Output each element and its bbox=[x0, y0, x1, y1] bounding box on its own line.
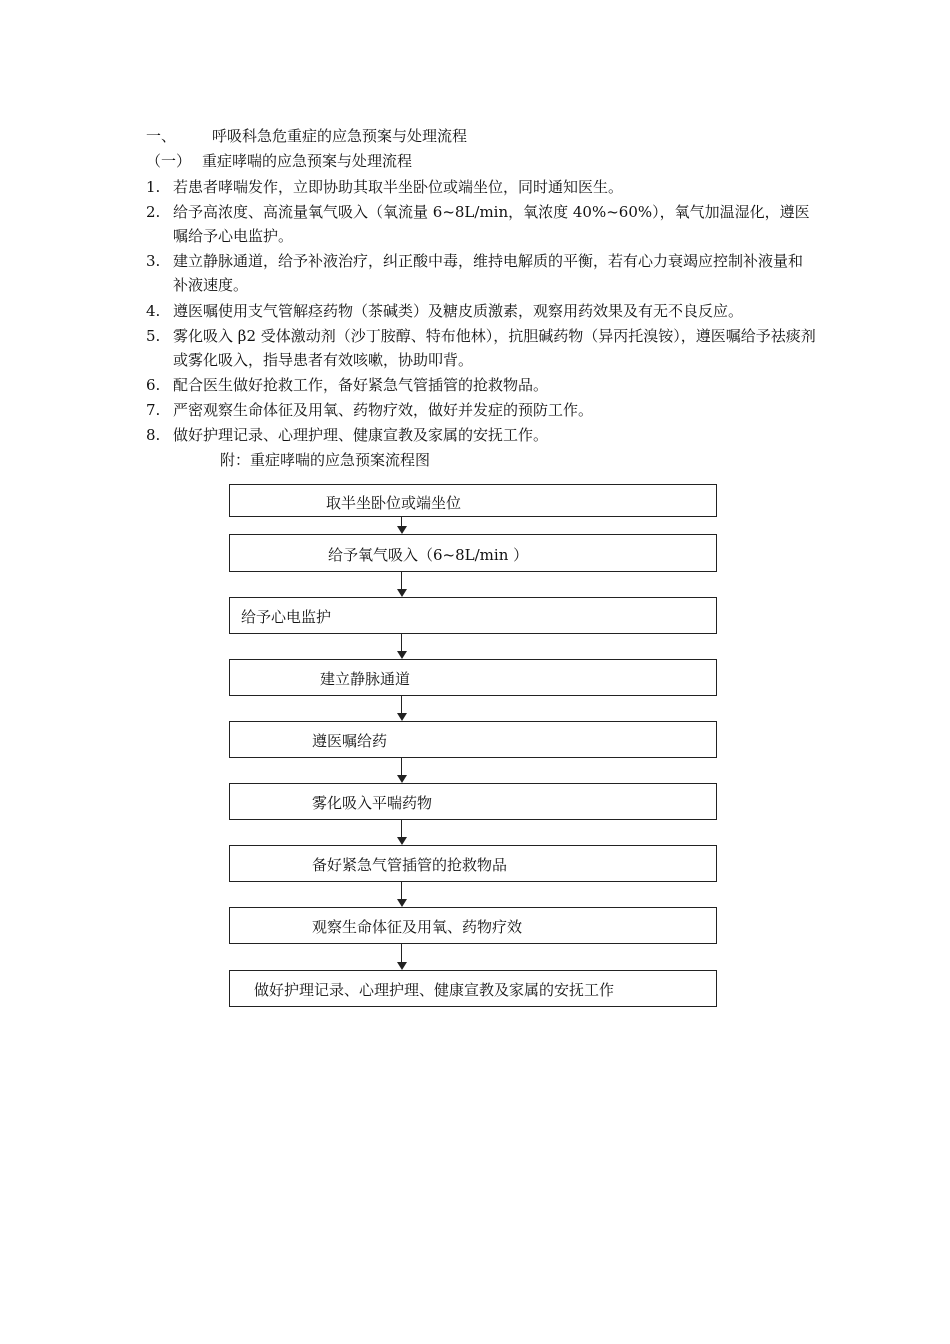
flow-step-box bbox=[229, 597, 717, 634]
flow-step-box bbox=[229, 970, 717, 1007]
section-number: 一、 bbox=[146, 127, 177, 145]
list-item-number: 5. bbox=[146, 327, 161, 345]
list-item-text: 严密观察生命体征及用氧、药物疗效，做好并发症的预防工作。 bbox=[173, 401, 594, 419]
flow-arrow-icon bbox=[397, 899, 407, 907]
flowchart-caption: 附：重症哮喘的应急预案流程图 bbox=[220, 451, 431, 469]
flow-arrow-icon bbox=[397, 962, 407, 970]
flow-arrow-icon bbox=[397, 713, 407, 721]
list-item-text: 给予高浓度、高流量氧气吸入（氧流量 6~8L/min，氧浓度 40%~60%），氧气加温湿化，遵医嘱给予心电监护。 bbox=[173, 203, 810, 245]
flow-step-label: 取半坐卧位或端坐位 bbox=[326, 494, 462, 512]
flow-step-label: 做好护理记录、心理护理、健康宣教及家属的安抚工作 bbox=[254, 981, 615, 999]
flow-step-label: 给予心电监护 bbox=[241, 608, 332, 626]
flow-step-label: 给予氧气吸入（6~8L/min ） bbox=[328, 546, 529, 564]
flow-connector-line bbox=[401, 634, 402, 651]
flow-step-box bbox=[229, 484, 717, 517]
list-item-number: 2. bbox=[146, 203, 161, 221]
list-item-text: 做好护理记录、心理护理、健康宣教及家属的安抚工作。 bbox=[173, 426, 549, 444]
flow-connector-line bbox=[401, 517, 402, 526]
flow-arrow-icon bbox=[397, 837, 407, 845]
flow-arrow-icon bbox=[397, 775, 407, 783]
flow-connector-line bbox=[401, 572, 402, 589]
flow-step-box bbox=[229, 721, 717, 758]
flow-step-label: 观察生命体征及用氧、药物疗效 bbox=[312, 918, 523, 936]
list-item-number: 7. bbox=[146, 401, 161, 419]
flow-arrow-icon bbox=[397, 526, 407, 534]
list-item-number: 1. bbox=[146, 178, 161, 196]
flow-step-box bbox=[229, 845, 717, 882]
flow-connector-line bbox=[401, 882, 402, 899]
list-item-number: 3. bbox=[146, 252, 161, 270]
flow-step-box bbox=[229, 783, 717, 820]
flow-step-box bbox=[229, 659, 717, 696]
flow-step-label: 建立静脉通道 bbox=[320, 670, 411, 688]
flow-connector-line bbox=[401, 696, 402, 713]
list-item-text: 雾化吸入 β2 受体激动剂（沙丁胺醇、特布他林），抗胆碱药物（异丙托溴铵），遵医嘱给予祛痰剂或雾化吸入，指导患者有效咳嗽，协助叩背。 bbox=[173, 327, 816, 369]
list-item-text: 遵医嘱使用支气管解痉药物（茶碱类）及糖皮质激素，观察用药效果及有无不良反应。 bbox=[173, 302, 744, 320]
flow-connector-line bbox=[401, 820, 402, 837]
list-item-number: 8. bbox=[146, 426, 161, 444]
subsection-title: 重症哮喘的应急预案与处理流程 bbox=[202, 152, 413, 170]
list-item-text: 配合医生做好抢救工作，备好紧急气管插管的抢救物品。 bbox=[173, 376, 549, 394]
flow-arrow-icon bbox=[397, 589, 407, 597]
section-title: 呼吸科急危重症的应急预案与处理流程 bbox=[212, 127, 468, 145]
flow-step-label: 备好紧急气管插管的抢救物品 bbox=[312, 856, 508, 874]
flow-step-box bbox=[229, 907, 717, 944]
flow-step-box bbox=[229, 534, 717, 572]
flow-connector-line bbox=[401, 758, 402, 775]
subsection-number: （一） bbox=[146, 152, 192, 170]
list-item-number: 6. bbox=[146, 376, 161, 394]
list-item-text: 若患者哮喘发作，立即协助其取半坐卧位或端坐位，同时通知医生。 bbox=[173, 178, 624, 196]
flow-step-label: 遵医嘱给药 bbox=[312, 732, 388, 750]
flow-connector-line bbox=[401, 944, 402, 962]
list-item-text: 建立静脉通道，给予补液治疗，纠正酸中毒，维持电解质的平衡，若有心力衰竭应控制补液量和补液速度。 bbox=[173, 252, 804, 294]
flow-step-label: 雾化吸入平喘药物 bbox=[312, 794, 433, 812]
flow-arrow-icon bbox=[397, 651, 407, 659]
list-item-number: 4. bbox=[146, 302, 161, 320]
